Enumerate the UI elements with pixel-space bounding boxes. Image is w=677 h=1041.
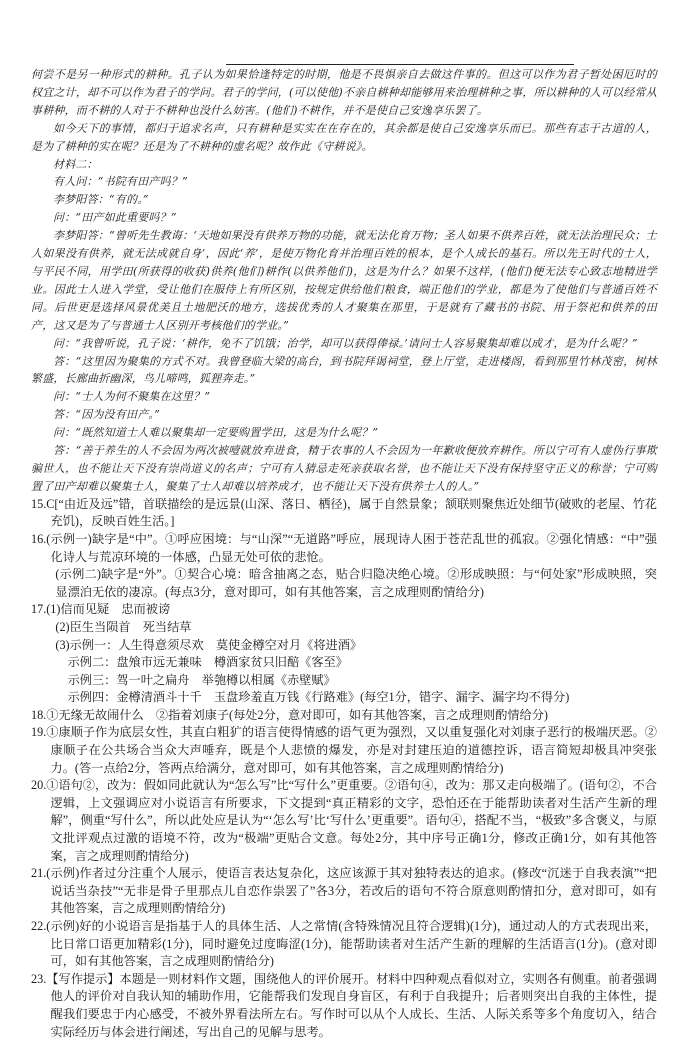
answer-17-part-2: (2)臣生当陨首 死当结草 (55, 619, 192, 634)
answer-17-example: 示例三：驾一叶之扁舟 举匏樽以相属《赤壁赋》 (67, 672, 336, 687)
answer-19: 19.①康顺子作为底层女性，其直白粗犷的语言使得情感的语气更为强烈，又以重复强化对刘康子恶行的极端厌恶。②康顺子在公共场合当众大声唾弃，既是个人悲愤的爆发，亦是对封建压迫的道德控诉，语言简短却极具冲突张力。(答一点给2分，答两点给满分，意对即可，如有其他答案，言之成理则酌情给分) (31, 725, 657, 775)
answer-18: 18.①无缘无故闹什么 ②指着刘康子(每处2分，意对即可，如有其他答案，言之成理则酌情给分) (31, 707, 548, 722)
answer-23: 23.【写作提示】本题是一则材料作文题，围绕他人的评价展开。材料中四种观点看似对立，实则各有侧重。前者强调他人的评价对自我认知的辅助作用，它能帮我们发现自身盲区，有利于自我提升；后者则突出自我的主体性，提醒我们要忠于内心感受，不被外界看法所左右。写作时可以从个人成长、生活、人际关系等多个角度切入，结合实际经历与体会进行阐述，写出自己的见解与思考。 (31, 971, 657, 1039)
answer-15: 15.C[“由近及远”错，首联描绘的是远景(山深、落日、栖径)，属于自然景象；颔联则聚焦近处细节(破败的老屋、竹花充饥)，反映百姓生活。] (31, 496, 657, 529)
dialogue-line: 答：“善于养生的人不会因为两次被噎就放弃进食，精于农事的人不会因为一年歉收便放弃耕作。所以宁可有人虚伪行事欺骗世人，也不能让天下没有崇尚道义的名声；宁可有人猜忌走死亲获取名誉，也不能让天下没有保持坚守正义的称誉；宁可购置了田产却难以聚集士人，聚集了士人却难以培养成才，也不能让天下没有供养士人的人。” (31, 444, 657, 493)
reading-passage (31, 66, 657, 496)
passage-paragraph: 何尝不是另一种形式的耕种。孔子认为如果恰逢特定的时期，他是不畏惧亲自去做这件事的。但这可以作为君子暂处困厄时的权宜之计，却不可以作为君子的学问。君子的学问，(可以使他)不亲自耕种却能够用来治理耕种之事，所以耕种的人可以经常从事耕种，而不耕的人对于不耕种也没什么妨害。(他们)不耕作，并不是使自己安逸享乐罢了。 (31, 68, 657, 117)
passage-paragraph: 如今天下的事情，都归于追求名声，只有耕种是实实在在存在的，其余都是使自己安逸享乐而已。那些有志于古道的人，是为了耕种的实在呢？还是为了不耕种的虚名呢？故作此《守耕说》。 (31, 121, 657, 153)
answer-17: 17.(1)信而见疑 忠而被谤 (31, 602, 171, 617)
answer-17-example: 示例四：金樽清酒斗十千 玉盘珍羞直万钱《行路难》(每空1分，错字、漏字、漏字均不得分) (67, 690, 570, 705)
answer-20: 20.①语句②，改为：假如同此就认为“怎么写”比“写什么”更重要。②语句④，改为：那又走向极端了。(语句②，不合逻辑，上文强调应对小说语言有所要求，下文提到“真正精彩的文字，恐怕还在于能帮助读者对生活产生新的理解”，侧重“写什么”，所以此处应是认为“‘怎么写’比‘写什么’更重要”。语句④，搭配不当，“极致”多含褒义，与原文批评观点过激的语境不符，改为“极端”更贴合文意。每处2分，其中序号正确1分，修改正确1分，如有其他答案，言之成理则酌情给分) (31, 778, 657, 863)
answer-21: 21.(示例)作者过分注重个人展示，使语言表达复杂化，这应该源于其对独特表达的追求。(修改“沉迷于自我表演”“把说话当杂技”“无非是骨子里那点儿自恋作祟罢了”各3分，若改后的语句不符合原意则酌情扣分，意对即可，如有其他答案，言之成理则酌情给分) (31, 866, 657, 916)
header-rule (226, 64, 574, 65)
answer-22: 22.(示例)好的小说语言是指基于人的具体生活、人之常情(含特殊情况且符合逻辑)(1分)，通过动人的方式表现出来，比日常口语更加精彩(1分)，同时避免过度晦涩(1分)，能帮助读者对生活产生新的理解的生活语言(1分)。(意对即可，如有其他答案，言之成理则酌情给分) (31, 919, 657, 969)
answer-key (31, 496, 657, 1041)
answer-17-part-3: (3)示例一：人生得意须尽欢 莫使金樽空对月《将进酒》 (55, 637, 363, 652)
answer-16-example-2: (示例二)缺字是“外”。①契合心境：暗含抽离之态，贴合归隐决绝心境。②形成映照：与“何处家”形成映照，突显漂泊无依的凄凉。(每点3分，意对即可，如有其他答案，言之成理则酌情给分) (55, 567, 657, 599)
answer-16: 16.(示例一)缺字是“中”。①呼应困境：与“山深”“无道路”呼应，展现诗人困于苍茫乱世的孤寂。②强化情感：“中”强化诗人与荒凉环境的一体感，凸显无处可依的悲怆。 (31, 531, 657, 564)
dialogue-line: 答：“这里因为聚集的方式不对。我曾登临大梁的高台，到书院拜谒祠堂，登上厅堂，走进楼阁，看到那里竹林茂密，树林繁盛，长廊曲折幽深，鸟儿啼鸣，狐狸奔走。” (31, 354, 657, 386)
answer-17-example: 示例二：盘飧市远无兼味 樽酒家贫只旧醅《客至》 (67, 655, 348, 670)
dialogue-line: 问：“我曾听说，孔子说：‘耕作，免不了饥饿；治学，却可以获得俸禄。’请问士人容易聚集却难以成才，是为什么呢？” (53, 336, 638, 350)
dialogue-line: 问：“田产如此重要吗？” (53, 211, 177, 225)
dialogue-line: 问：“既然知道士人难以聚集却一定要购置学田，这是为什么呢？” (53, 426, 379, 440)
dialogue-line: 李梦阳答：“曾听先生教诲：‘天地如果没有供养万物的功能，就无法化育万物；圣人如果不供养百姓，就无法治理民众；士人如果没有供养，就无法成就自身’，因此‘养’，是使万物化育并治理百姓的根本，是个人成长的基石。所以先王时代的士人，与平民不同，用学田(所获得的收获)供养(他们)耕作(以供养他们)，这是为什么？如果不这样，(他们)便无法专心致志地精进学业。因此士人进入学堂，受让他们在服侍上有所区别，按规定供给他们粮食，端正他们的学业，都是为了使他们与普通百姓不同。后世更是选择风景优美且土地肥沃的地方，选拔优秀的人才聚集在那里，于是就有了藏书的书院、用于祭祀和供养的田产，这又是为了与普通士人区别开考核他们的学业。” (31, 229, 657, 332)
dialogue-line: 李梦阳答：“有的。” (53, 193, 149, 207)
material-heading: 材料二： (53, 157, 98, 171)
dialogue-line: 答：“因为没有田产。” (53, 408, 160, 422)
dialogue-line: 有人问：“书院有田产吗？” (53, 175, 188, 189)
dialogue-line: 问：“士人为何不聚集在这里？” (53, 390, 211, 404)
